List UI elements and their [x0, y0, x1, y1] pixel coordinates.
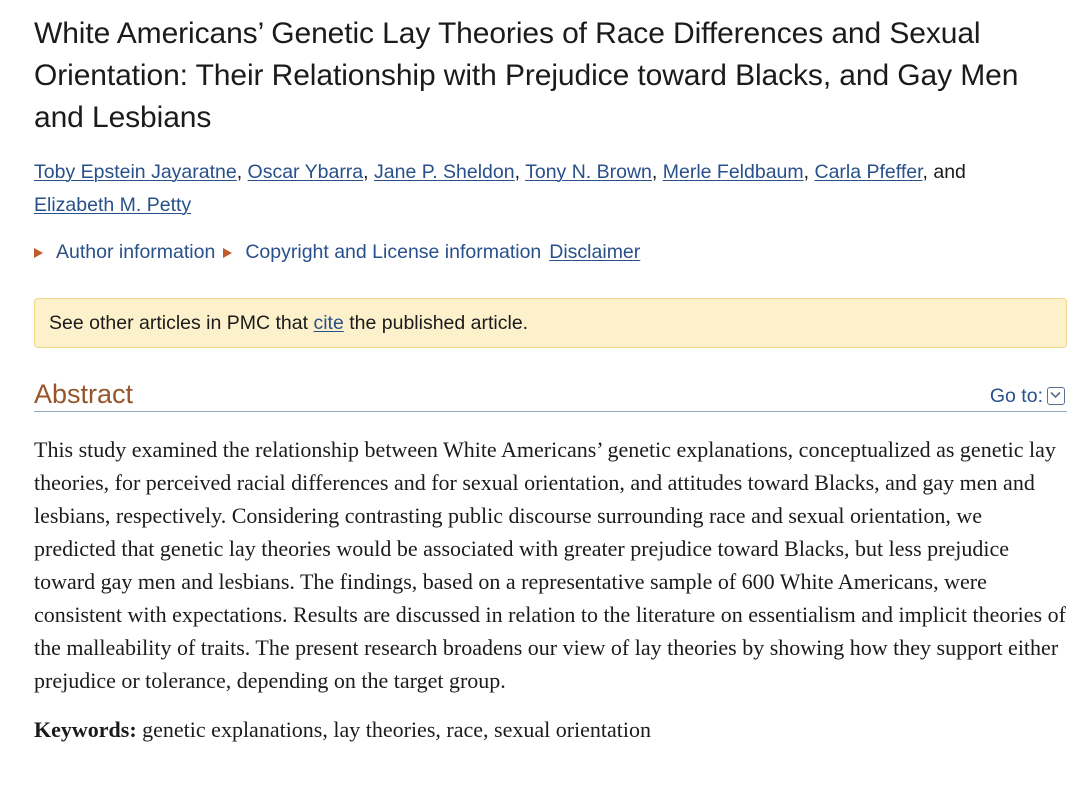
author-information-toggle[interactable]: Author information [56, 241, 216, 263]
expand-triangle-icon[interactable] [223, 248, 232, 258]
citing-articles-notice [34, 298, 1067, 348]
cite-link[interactable]: cite [313, 312, 344, 334]
author-link[interactable]: Oscar Ybarra [247, 161, 364, 183]
keywords-value: genetic explanations, lay theories, race, sexual orientation [142, 717, 652, 742]
abstract-header [34, 375, 1067, 412]
author-separator: , [514, 161, 526, 183]
author-list [34, 156, 1067, 222]
disclaimer-link[interactable]: Disclaimer [549, 241, 641, 263]
goto-menu[interactable] [990, 383, 1065, 409]
author-link[interactable]: Merle Feldbaum [662, 161, 804, 183]
author-link[interactable]: Tony N. Brown [525, 161, 652, 183]
author-separator: , [363, 161, 374, 183]
article-page [34, 0, 1067, 745]
abstract-heading: Abstract [34, 379, 134, 409]
notice-text-before: See other articles in PMC that [49, 312, 314, 334]
abstract-text: This study examined the relationship between White Americans’ genetic explanations, conceptualized as genetic lay theories, for perceived racial differences and for sexual orientation, and attitudes toward Blacks, and gay men and lesbians, respectively. Considering contrasting public discourse surrounding race and sexual orientation, we predicted that genetic lay theories would be associated with greater prejudice toward Blacks, but less prejudice toward gay men and lesbians. The findings, based on a representative sample of 600 White Americans, were consistent with expectations. Results are discussed in relation to the literature on essentialism and implicit theories of the malleability of traits. The present research broadens our view of lay theories by showing how they support either prejudice or tolerance, depending on the target group. [34, 437, 1066, 693]
article-title: White Americans’ Genetic Lay Theories of Race Differences and Sexual Orientation: Their Relationship with Prejudice toward Blacks, and Gay Men and Lesbians [34, 17, 1019, 134]
author-separator: , [803, 161, 815, 183]
notice-text-after: the published article. [343, 312, 529, 334]
author-link[interactable]: Jane P. Sheldon [374, 161, 515, 183]
author-separator: , [236, 161, 248, 183]
author-separator: , and [922, 161, 966, 183]
author-separator: , [651, 161, 663, 183]
copyright-license-toggle[interactable]: Copyright and License information [245, 241, 542, 263]
author-link[interactable]: Carla Pfeffer [814, 161, 923, 183]
author-link[interactable]: Elizabeth M. Petty [34, 194, 192, 216]
expand-triangle-icon[interactable] [34, 248, 43, 258]
article-meta-row [34, 238, 1067, 266]
author-link[interactable]: Toby Epstein Jayaratne [34, 161, 237, 183]
chevron-down-box-icon[interactable] [1047, 387, 1065, 405]
keywords-line [34, 715, 1067, 745]
keywords-label: Keywords: [34, 717, 137, 742]
goto-label[interactable]: Go to: [989, 385, 1043, 407]
